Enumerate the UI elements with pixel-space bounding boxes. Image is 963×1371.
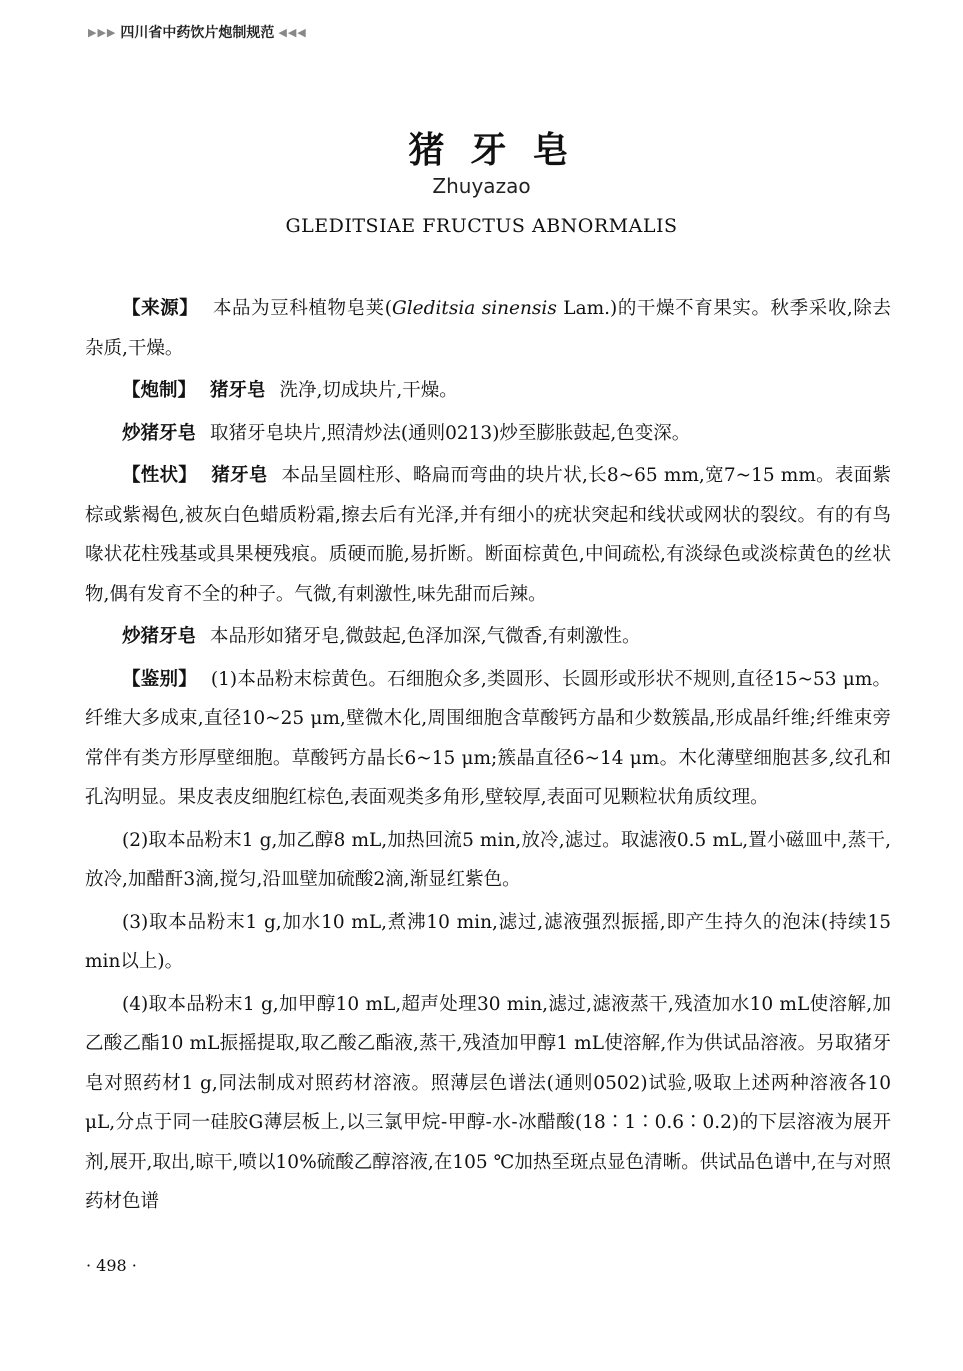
identification-heading: 【鉴别】 [122, 668, 197, 690]
identification-text-1: (1)本品粉末棕黄色。石细胞众多,类圆形、长圆形或形状不规则,直径15~53 μm。纤维大多成束,直径10~25 μm,壁微木化,周围细胞含草酸钙方晶和少数簇晶,形成晶纤维;纤维束旁常伴有类方形厚壁细胞。草酸钙方晶长6~15 μm;簇晶直径6~14 μm。木化薄壁细胞甚多,纹孔和孔沟明显。果皮表皮细胞红棕色,表面观类多角形,壁较厚,表面可见颗粒状角质纹理。 [85, 668, 891, 808]
processing-paragraph-2 [85, 414, 891, 454]
identification-paragraph-2: (2)取本品粉末1 g,加乙醇8 mL,加热回流5 min,放冷,滤过。取滤液0.5 mL,置小磁皿中,蒸干,放冷,加醋酐3滴,搅匀,沿皿壁加硫酸2滴,渐显红紫色。 [85, 829, 891, 890]
right-arrows-icon: ◀◀◀ [278, 25, 307, 39]
identification-paragraph-4: (4)取本品粉末1 g,加甲醇10 mL,超声处理30 min,滤过,滤液蒸干,残渣加水10 mL使溶解,加乙酸乙酯10 mL振摇提取,取乙酸乙酯液,蒸干,残渣加甲醇1 mL使溶解,作为供试品溶液。另取猪牙皂对照药材1 g,同法制成对照药材溶液。照薄层色谱法(通则0502)试验,吸取上述两种溶液各10 μL,分点于同一硅胶G薄层板上,以三氯甲烷-甲醇-水-冰醋酸(18∶1∶0.6∶0.2)的下层溶液为展开剂,展开,取出,晾干,喷以10%硫酸乙醇溶液,在105 ℃加热至斑点显色清晰。供试品色谱中,在与对照药材色谱 [85, 993, 891, 1212]
character-item1-name: 猪牙皂 [211, 465, 268, 486]
processing-heading: 【炮制】 [122, 380, 197, 401]
processing-item1-name: 猪牙皂 [210, 380, 266, 401]
source-heading: 【来源】 [122, 298, 199, 319]
source-text-after: Lam.)的干燥不育果实。秋季采收,除去杂质,干燥。 [85, 298, 891, 359]
source-paragraph [85, 289, 891, 368]
running-header [88, 22, 307, 42]
character-item2-name: 炒猪牙皂 [122, 626, 197, 647]
left-arrows-icon: ▶▶▶ [88, 25, 117, 39]
character-paragraph-1 [85, 456, 891, 614]
source-text-before: 本品为豆科植物皂荚( [212, 298, 392, 319]
character-heading: 【性状】 [122, 465, 198, 486]
processing-item2-text: 取猪牙皂块片,照清炒法(通则0213)炒至膨胀鼓起,色变深。 [210, 422, 691, 444]
pinyin-name: Zhuyazao [432, 174, 531, 198]
page-number: · 498 · [86, 1256, 137, 1275]
processing-item2-name: 炒猪牙皂 [122, 422, 197, 444]
identification-paragraph-1 [85, 660, 891, 818]
identification-paragraph-3: (3)取本品粉末1 g,加水10 mL,煮沸10 min,滤过,滤液强烈振摇,即产生持久的泡沫(持续15 min以上)。 [85, 911, 891, 972]
processing-item1-text: 洗净,切成块片,干燥。 [279, 380, 458, 401]
character-item2-text: 本品形如猪牙皂,微鼓起,色泽加深,气微香,有刺激性。 [210, 626, 641, 647]
character-item1-text: 本品呈圆柱形、略扁而弯曲的块片状,长8~65 mm,宽7~15 mm。表面紫棕或紫褐色,被灰白色蜡质粉霜,擦去后有光泽,并有细小的疣状突起和线状或网状的裂纹。有的有鸟喙状花柱残基或具果梗残痕。质硬而脆,易折断。断面棕黄色,中间疏松,有淡绿色或淡棕黄色的丝状物,偶有发育不全的种子。气微,有刺激性,味先甜而后辣。 [85, 465, 891, 605]
latin-name: GLEDITSIAE FRUCTUS ABNORMALIS [285, 215, 678, 237]
monograph-body [85, 289, 891, 1222]
running-title: 四川省中药饮片炮制规范 [120, 25, 275, 41]
species-name: Gleditsia sinensis [391, 298, 557, 319]
character-paragraph-2 [85, 617, 891, 657]
processing-paragraph-1 [85, 371, 891, 411]
page-title: 猪牙皂 [408, 129, 595, 171]
